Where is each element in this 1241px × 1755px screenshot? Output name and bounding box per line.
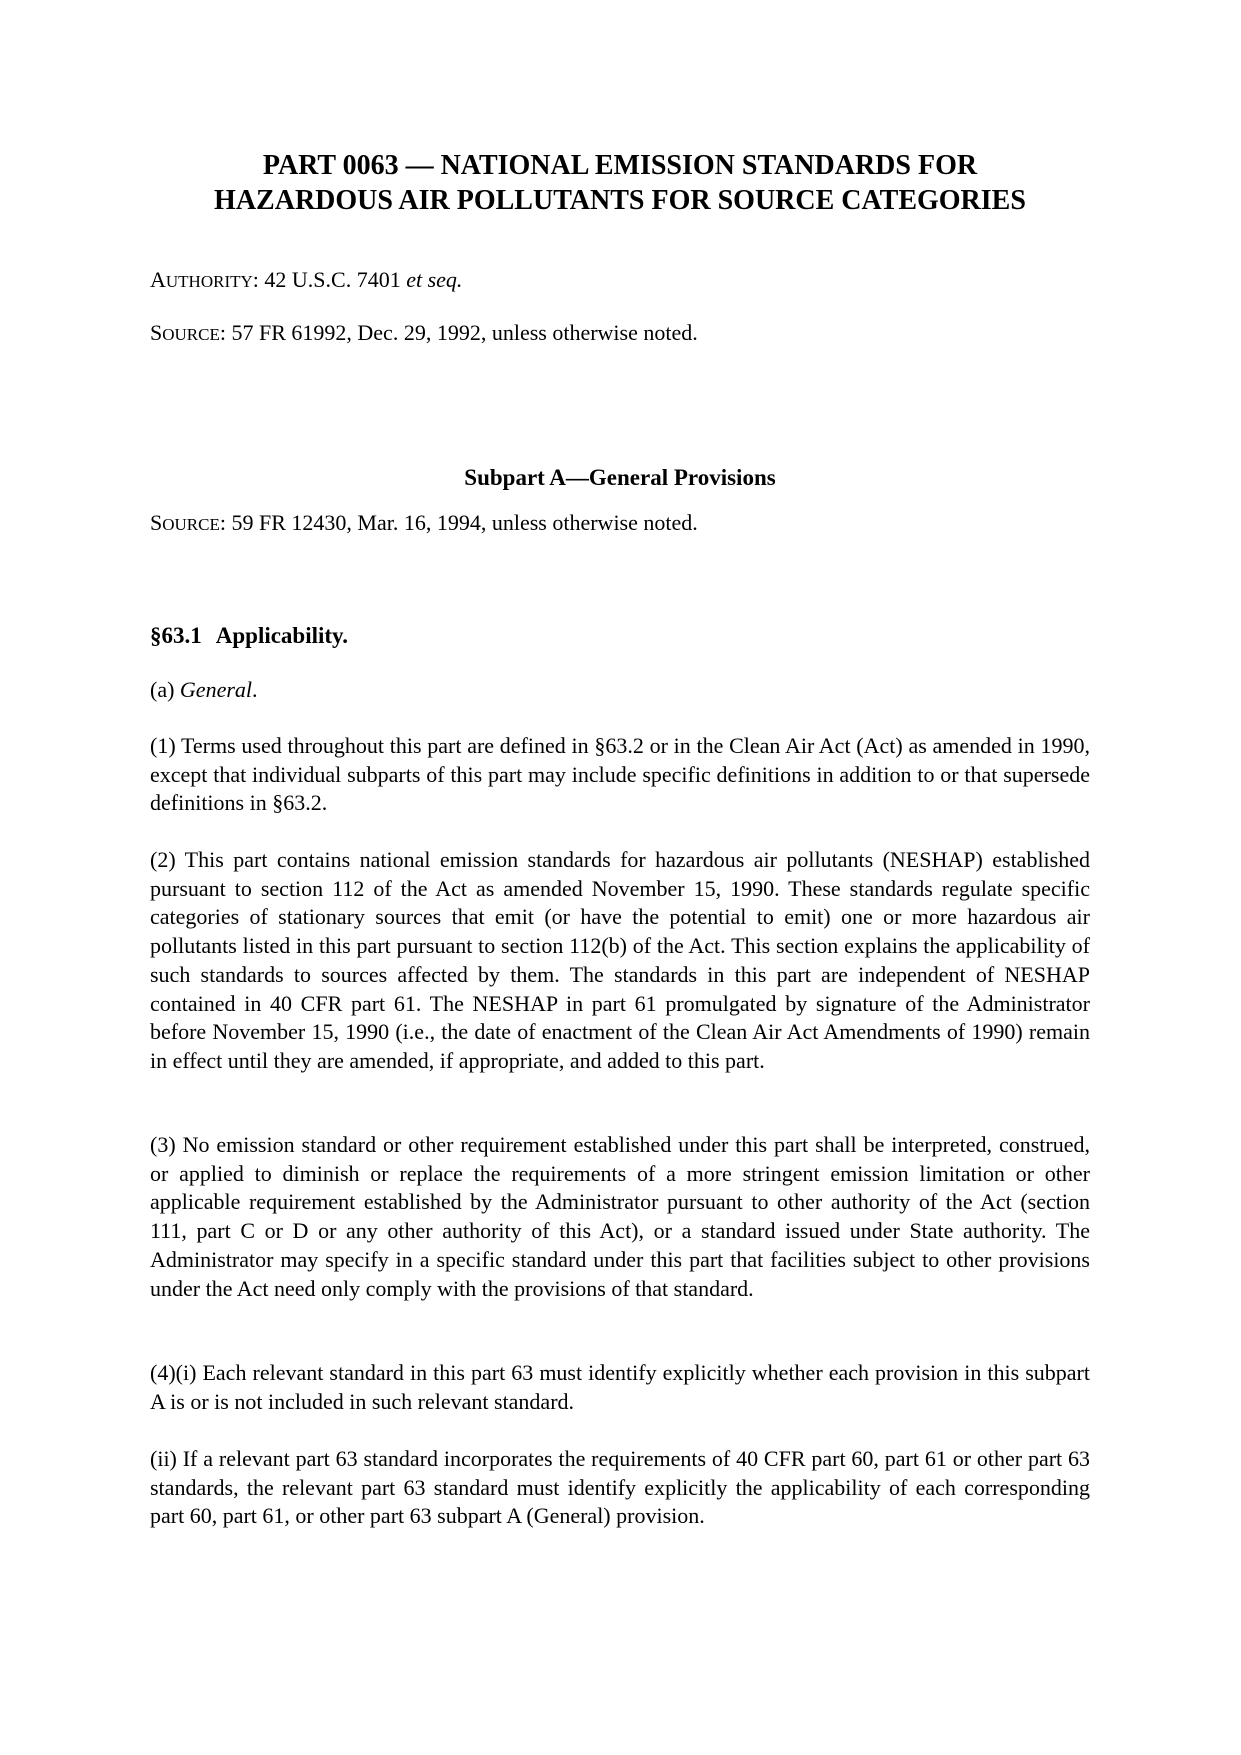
authority-label-rest: UTHORITY: [165, 272, 253, 291]
paragraph-3: (3) No emission standard or other requirement established under this part shall be interpreted, construed, or applied to diminish or replace the requirements of a more stringent emission limitation or other applicable requirement established by the Administrator pursuant to other authority of the Act (section 111, part C or D or any other authority of this Act), or a standard issued under State authority. The Administrator may specify in a specific standard under this part that facilities subject to other provisions under the Act need only comply with the provisions of that standard.: [150, 1132, 1090, 1301]
subpart-source-label-initial: S: [150, 510, 163, 535]
authority-text: 42 U.S.C. 7401: [258, 267, 407, 292]
source-line: [150, 319, 1090, 349]
authority-line: [150, 266, 1090, 296]
section-number: §63.1: [150, 623, 202, 648]
paragraph-a-italic: General: [179, 677, 253, 702]
authority-et-seq: et seq.: [406, 267, 463, 292]
paragraph-a-prefix: (a): [150, 677, 180, 702]
part-title-line-2: HAZARDOUS AIR POLLUTANTS FOR SOURCE CATEGORIES: [214, 185, 1026, 216]
authority-label-initial: A: [150, 267, 166, 292]
section-title: Applicability.: [215, 623, 349, 648]
subpart-source-colon: :: [219, 510, 226, 535]
paragraph-2: (2) This part contains national emission standards for hazardous air pollutants (NESHAP) established pursuant to section 112 of the Act as amended November 15, 1990. These standards regulate specific categories of stationary sources that emit (or have the potential to emit) one or more hazardous air pollutants listed in this part pursuant to section 112(b) of the Act. This section explains the applicability of such standards to sources affected by them. The standards in this part are independent of NESHAP contained in 40 CFR part 61. The NESHAP in part 61 promulgated by signature of the Administrator before November 15, 1990 (i.e., the date of enactment of the Clean Air Act Amendments of 1990) remain in effect until they are amended, if appropriate, and added to this part.: [150, 847, 1090, 1073]
part-title-line-1: PART 0063 — NATIONAL EMISSION STANDARDS FOR: [262, 150, 978, 181]
authority-colon: :: [252, 267, 259, 292]
subpart-source-line: [150, 509, 1090, 539]
paragraph-a-suffix: .: [252, 677, 258, 702]
part-title: [150, 148, 1090, 218]
subpart-source-text: 59 FR 12430, Mar. 16, 1994, unless otherwise noted.: [226, 510, 698, 535]
subpart-source-label-rest: OURCE: [162, 515, 220, 534]
paragraph-4-i: (4)(i) Each relevant standard in this part 63 must identify explicitly whether each provision in this subpart A is or is not included in such relevant standard.: [150, 1360, 1090, 1414]
paragraph-4-ii: (ii) If a relevant part 63 standard incorporates the requirements of 40 CFR part 60, part 61 or other part 63 standards, the relevant part 63 standard must identify explicitly the applicability of each corresponding part 60, part 61, or other part 63 subpart A (General) provision.: [150, 1446, 1090, 1529]
section-heading: [150, 622, 348, 650]
source-text: 57 FR 61992, Dec. 29, 1992, unless otherwise noted.: [226, 320, 698, 345]
paragraph-a: [150, 676, 1090, 705]
paragraph-1: (1) Terms used throughout this part are defined in §63.2 or in the Clean Air Act (Act) as amended in 1990, except that individual subparts of this part may include specific definitions in addition to or that supersede definitions in §63.2.: [150, 733, 1090, 816]
source-label-rest: OURCE: [162, 325, 220, 344]
subpart-heading: Subpart A—General Provisions: [464, 465, 776, 490]
source-label-initial: S: [150, 320, 163, 345]
source-colon: :: [219, 320, 226, 345]
